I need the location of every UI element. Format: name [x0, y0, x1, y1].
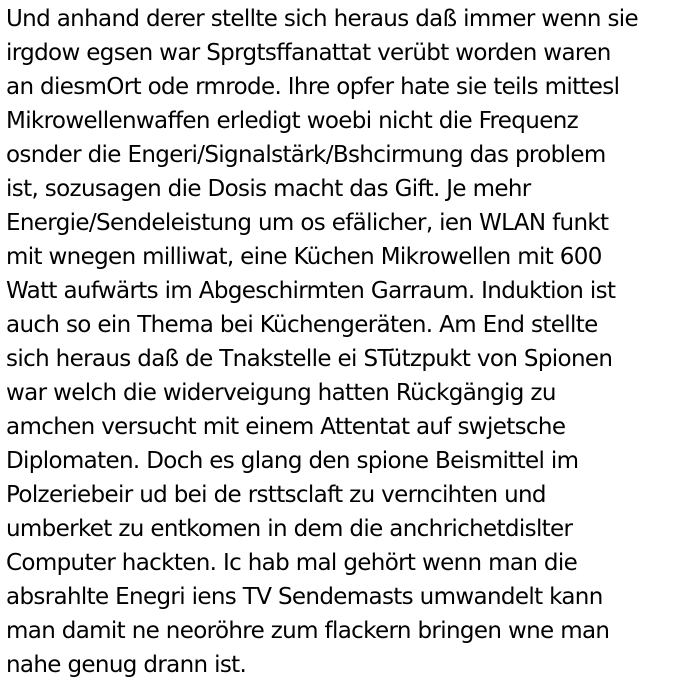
text-line-19: man damit ne neoröhre zum flackern bringen wne man [6, 618, 610, 644]
text-line-10: auch so ein Thema bei Küchengeräten. Am End stellte [6, 312, 598, 338]
text-line-12: war welch die widerveigung hatten Rückgängig zu [6, 380, 556, 406]
text-line-5: osnder die Engeri/Signalstärk/Bshcirmung das problem [6, 142, 606, 168]
text-line-16: umberket zu entkomen in dem die anchrichetdislter [6, 516, 573, 542]
text-line-17: Computer hackten. Ic hab mal gehört wenn man die [6, 550, 578, 576]
document-body [6, 2, 682, 682]
text-line-1: Und anhand derer stellte sich heraus daß immer wenn sie [6, 6, 639, 32]
text-line-8: mit wnegen milliwat, eine Küchen Mikrowellen mit 600 [6, 244, 602, 270]
text-line-20: nahe genug drann ist. [6, 652, 247, 678]
text-line-11: sich heraus daß de Tnakstelle ei STützpukt von Spionen [6, 346, 613, 372]
text-line-18: absrahlte Enegri iens TV Sendemasts umwandelt kann [6, 584, 603, 610]
text-line-3: an diesmOrt ode rmrode. Ihre opfer hate sie teils mittesl [6, 74, 620, 100]
text-line-9: Watt aufwärts im Abgeschirmten Garraum. Induktion ist [6, 278, 616, 304]
text-line-6: ist, sozusagen die Dosis macht das Gift. Je mehr [6, 176, 531, 202]
text-line-14: Diplomaten. Doch es glang den spione Beismittel im [6, 448, 579, 474]
text-line-13: amchen versucht mit einem Attentat auf swjetsche [6, 414, 566, 440]
text-line-2: irgdow egsen war Sprgtsffanattat verübt worden waren [6, 40, 611, 66]
text-line-4: Mikrowellenwaffen erledigt woebi nicht die Frequenz [6, 108, 579, 134]
text-line-7: Energie/Sendeleistung um os efälicher, ien WLAN funkt [6, 210, 609, 236]
text-line-15: Polzeriebeir ud bei de rsttsclaft zu verncihten und [6, 482, 546, 508]
